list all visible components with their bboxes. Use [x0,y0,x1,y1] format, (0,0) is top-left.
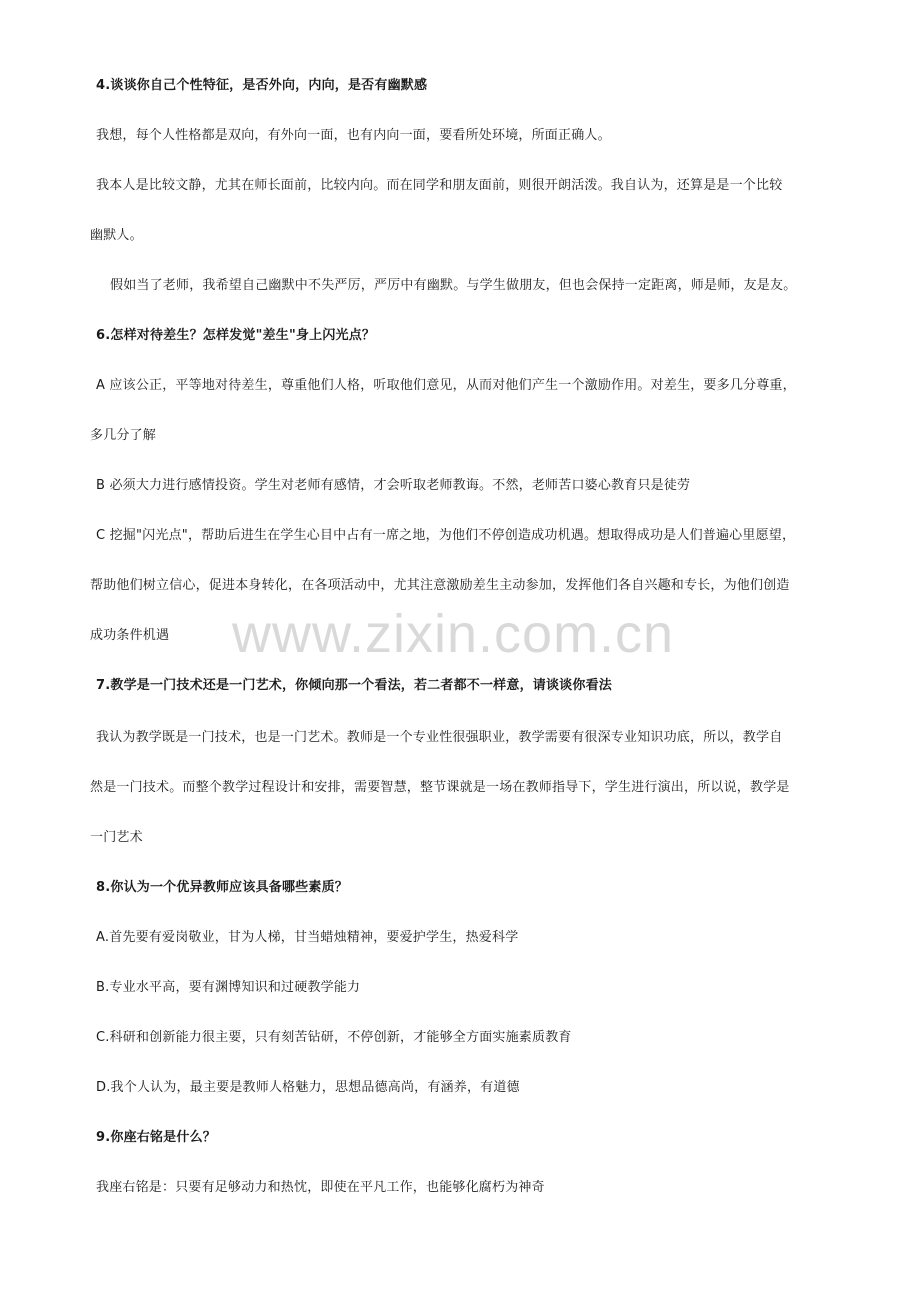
answer-7-line-2: 然是一门技术。而整个教学过程设计和安排，需要智慧，整节课就是一场在教师指导下，学生进行演出，所以说，教学是 [90,780,790,795]
answer-9: 我座右铭是：只要有足够动力和热忱，即使在平凡工作，也能够化腐朽为神奇 [96,1180,545,1195]
answer-4-paragraph-3: 假如当了老师，我希望自己幽默中不失严厉，严厉中有幽默。与学生做朋友，但也会保持一定距离，师是师，友是友。 [110,278,797,293]
answer-6-b: B 必须大力进行感情投资。学生对老师有感情，才会听取老师教诲。不然，老师苦口婆心教育只是徒劳 [96,478,691,493]
answer-4-paragraph-1: 我想，每个人性格都是双向，有外向一面，也有内向一面，要看所处环境，所面正确人。 [96,128,611,143]
question-4-heading: 4.谈谈你自己个性特征，是否外向，内向，是否有幽默感 [96,78,428,93]
answer-6-c-line-1: C 挖掘"闪光点"，帮助后进生在学生心目中占有一席之地，为他们不停创造成功机遇。想取得成功是人们普遍心里愿望， [96,528,796,543]
answer-6-c-line-3: 成功条件机遇 [90,628,170,643]
answer-6-a-line-2: 多几分了解 [90,428,157,443]
answer-6-a-line-1: A 应该公正，平等地对待差生，尊重他们人格，听取他们意见，从而对他们产生一个激励作用。对差生，要多几分尊重， [96,378,796,393]
question-6-heading: 6.怎样对待差生？怎样发觉"差生"身上闪光点？ [96,328,376,343]
answer-7-line-3: 一门艺术 [90,830,143,845]
question-7-heading: 7.教学是一门技术还是一门艺术，你倾向那一个看法，若二者都不一样意，请谈谈你看法 [96,678,612,693]
answer-8-d: D.我个人认为，最主要是教师人格魅力，思想品德高尚，有涵养，有道德 [96,1080,520,1095]
watermark: www.zixin.com.cn [232,604,675,664]
question-9-heading: 9.你座右铭是什么？ [96,1130,216,1145]
answer-8-b: B.专业水平高，要有渊博知识和过硬教学能力 [96,980,361,995]
question-8-heading: 8.你认为一个优异教师应该具备哪些素质？ [96,880,348,895]
answer-7-line-1: 我认为教学既是一门技术，也是一门艺术。教师是一个专业性很强职业，教学需要有很深专业知识功底，所以，教学自 [96,730,783,745]
answer-8-c: C.科研和创新能力很主要，只有刻苦钻研，不停创新，才能够全方面实施素质教育 [96,1030,572,1045]
answer-4-paragraph-2-line-1: 我本人是比较文静，尤其在师长面前，比较内向。而在同学和朋友面前，则很开朗活泼。我自认为，还算是是一个比较 [96,178,783,193]
answer-6-c-line-2: 帮助他们树立信心，促进本身转化，在各项活动中，尤其注意激励差生主动参加，发挥他们各自兴趣和专长，为他们创造 [90,578,790,593]
answer-4-paragraph-2-line-2: 幽默人。 [90,228,143,243]
answer-8-a: A.首先要有爱岗敬业，甘为人梯，甘当蜡烛精神，要爱护学生，热爱科学 [96,930,519,945]
